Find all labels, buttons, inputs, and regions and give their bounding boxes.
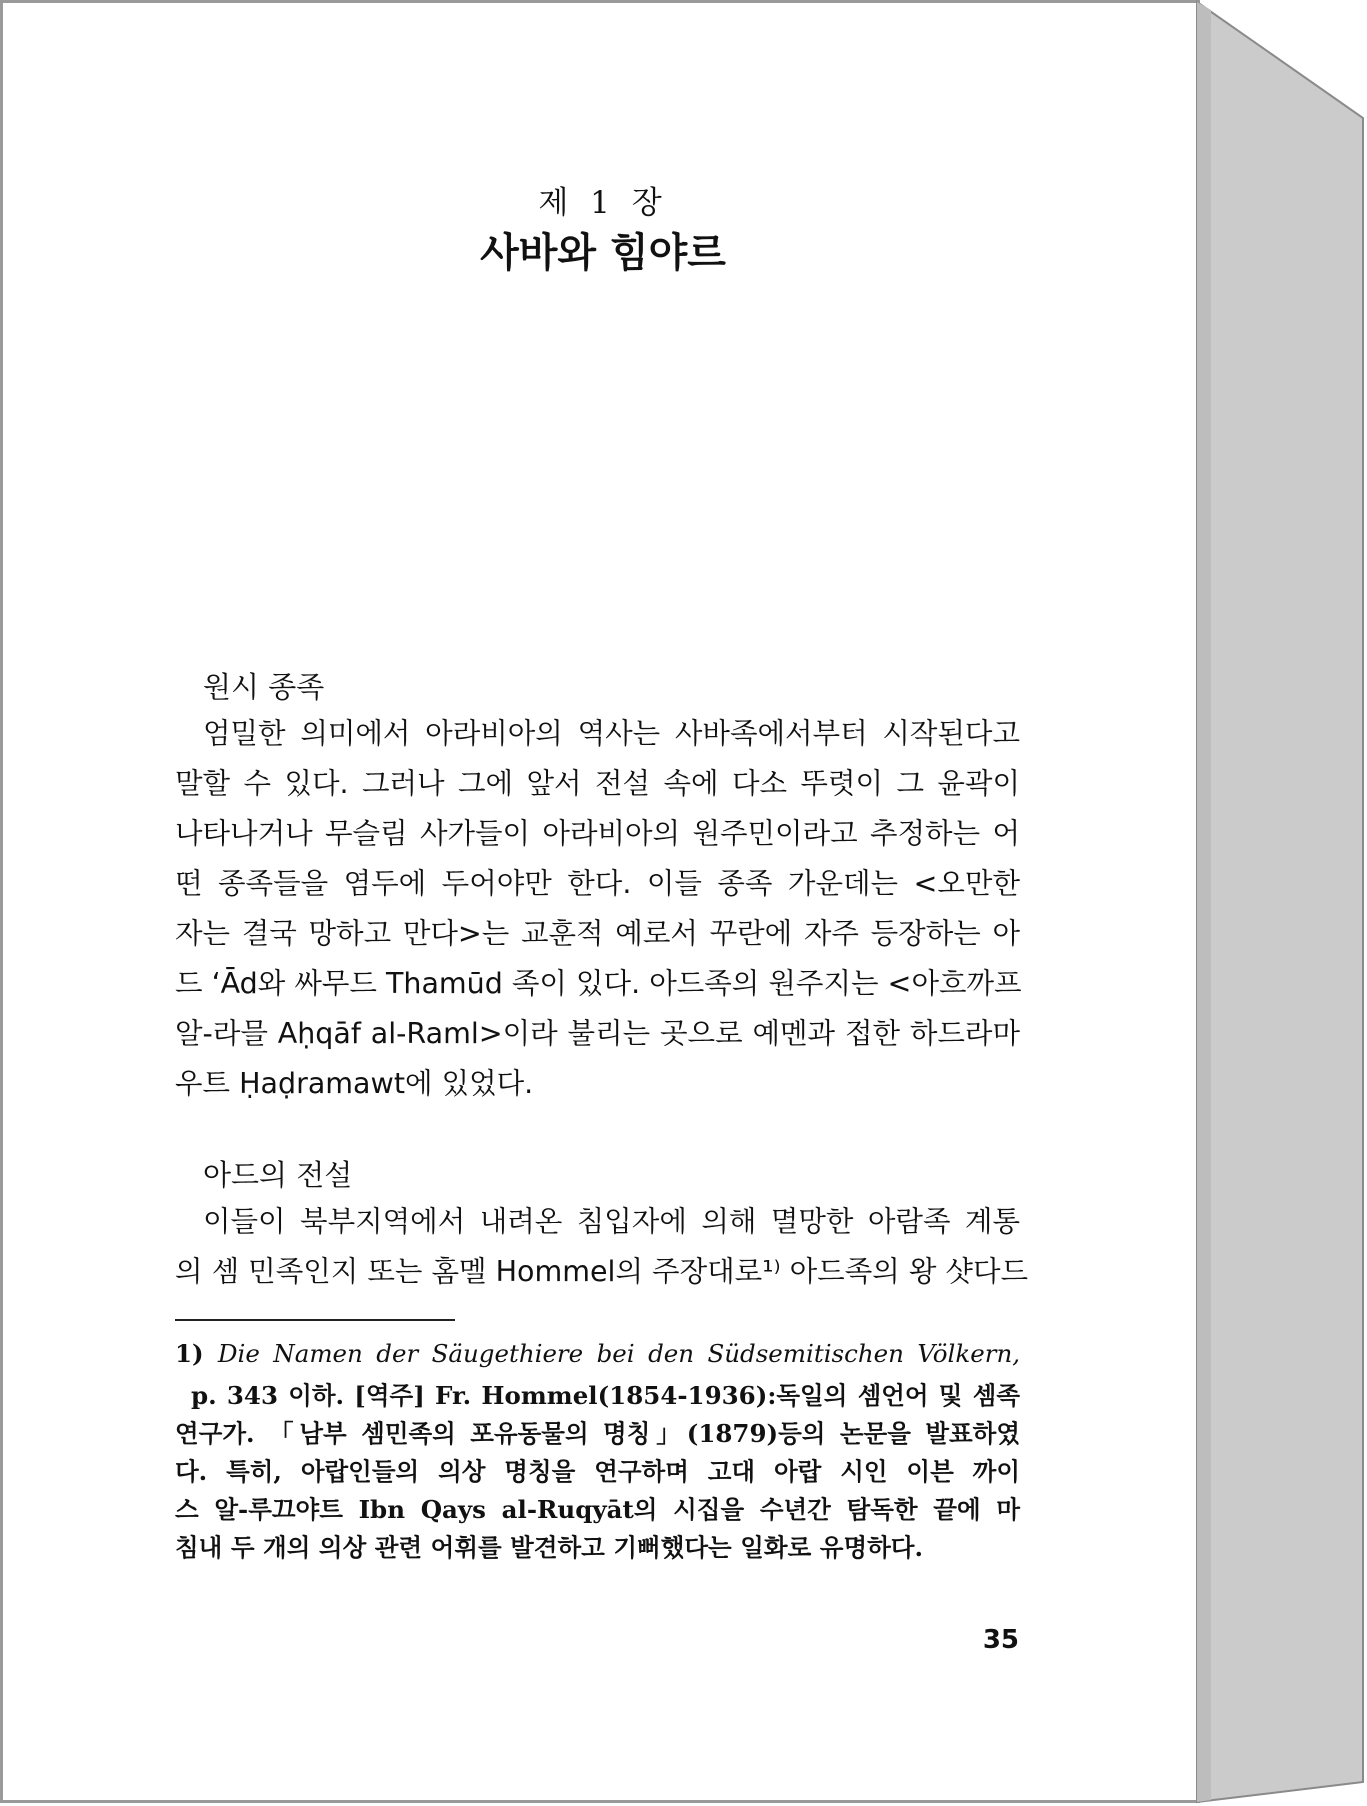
footnote-line: 연구가. 「남부 셈민족의 포유동물의 명칭」(1879)등의 논문을 발표하였 — [175, 1419, 1020, 1448]
book-edge-shadow — [1195, 0, 1367, 1806]
footnote-line: 다. 특히, 아랍인들의 의상 명칭을 연구하며 고대 아랍 시인 이븐 까이 — [175, 1457, 1020, 1486]
body-line: 드 ‘Ād와 싸무드 Thamūd 족이 있다. 아드족의 원주지는 <아흐까프 — [175, 967, 1022, 1000]
section-heading-primitive-tribes: 원시 종족 — [203, 670, 325, 704]
footnote-line: 스 알-루끄야트 Ibn Qays al-Ruqyāt의 시집을 수년간 탐독한 끝에 마 — [175, 1495, 1020, 1524]
footnote-book-title: Die Namen der Säugethiere bei den Südsemitischen Völkern, — [217, 1339, 1021, 1368]
footnote-separator — [175, 1319, 455, 1321]
body-line: 말할 수 있다. 그러나 그에 앞서 전설 속에 다소 뚜렷이 그 윤곽이 — [175, 767, 1020, 800]
chapter-number: 제 1 장 — [538, 185, 668, 221]
footnote-marker: 1) — [175, 1339, 204, 1368]
body-line: 자는 결국 망하고 만다>는 교훈적 예로서 꾸란에 자주 등장하는 아 — [175, 917, 1020, 950]
footnote-line — [175, 1339, 1020, 1368]
footnote-line: p. 343 이하. [역주] Fr. Hommel(1854-1936):독일의 셈언어 및 셈족 — [191, 1381, 1020, 1410]
body-line: 우트 Ḥaḍramawt에 있었다. — [175, 1067, 534, 1100]
body-line: 떤 종족들을 염두에 두어야만 한다. 이들 종족 가운데는 <오만한 — [175, 867, 1020, 900]
footnote-line: 침내 두 개의 의상 관련 어휘를 발견하고 기뻐했다는 일화로 유명하다. — [175, 1533, 923, 1562]
body-line: 엄밀한 의미에서 아라비아의 역사는 사바족에서부터 시작된다고 — [203, 717, 1020, 750]
body-line: 알-라믈 Aḥqāf al-Raml>이라 불리는 곳으로 예멘과 접한 하드라마 — [175, 1017, 1020, 1050]
body-line: 이들이 북부지역에서 내려온 침입자에 의해 멸망한 아람족 계통 — [203, 1205, 1020, 1238]
section-heading-legend-of-ad: 아드의 전설 — [203, 1158, 353, 1192]
body-line: 의 셈 민족인지 또는 홈멜 Hommel의 주장대로¹⁾ 아드족의 왕 샷다드 — [175, 1255, 1029, 1288]
chapter-title: 사바와 힘야르 — [480, 230, 726, 276]
body-line: 나타나거나 무슬림 사가들이 아라비아의 원주민이라고 추정하는 어 — [175, 817, 1020, 850]
page-number: 35 — [982, 1625, 1019, 1655]
